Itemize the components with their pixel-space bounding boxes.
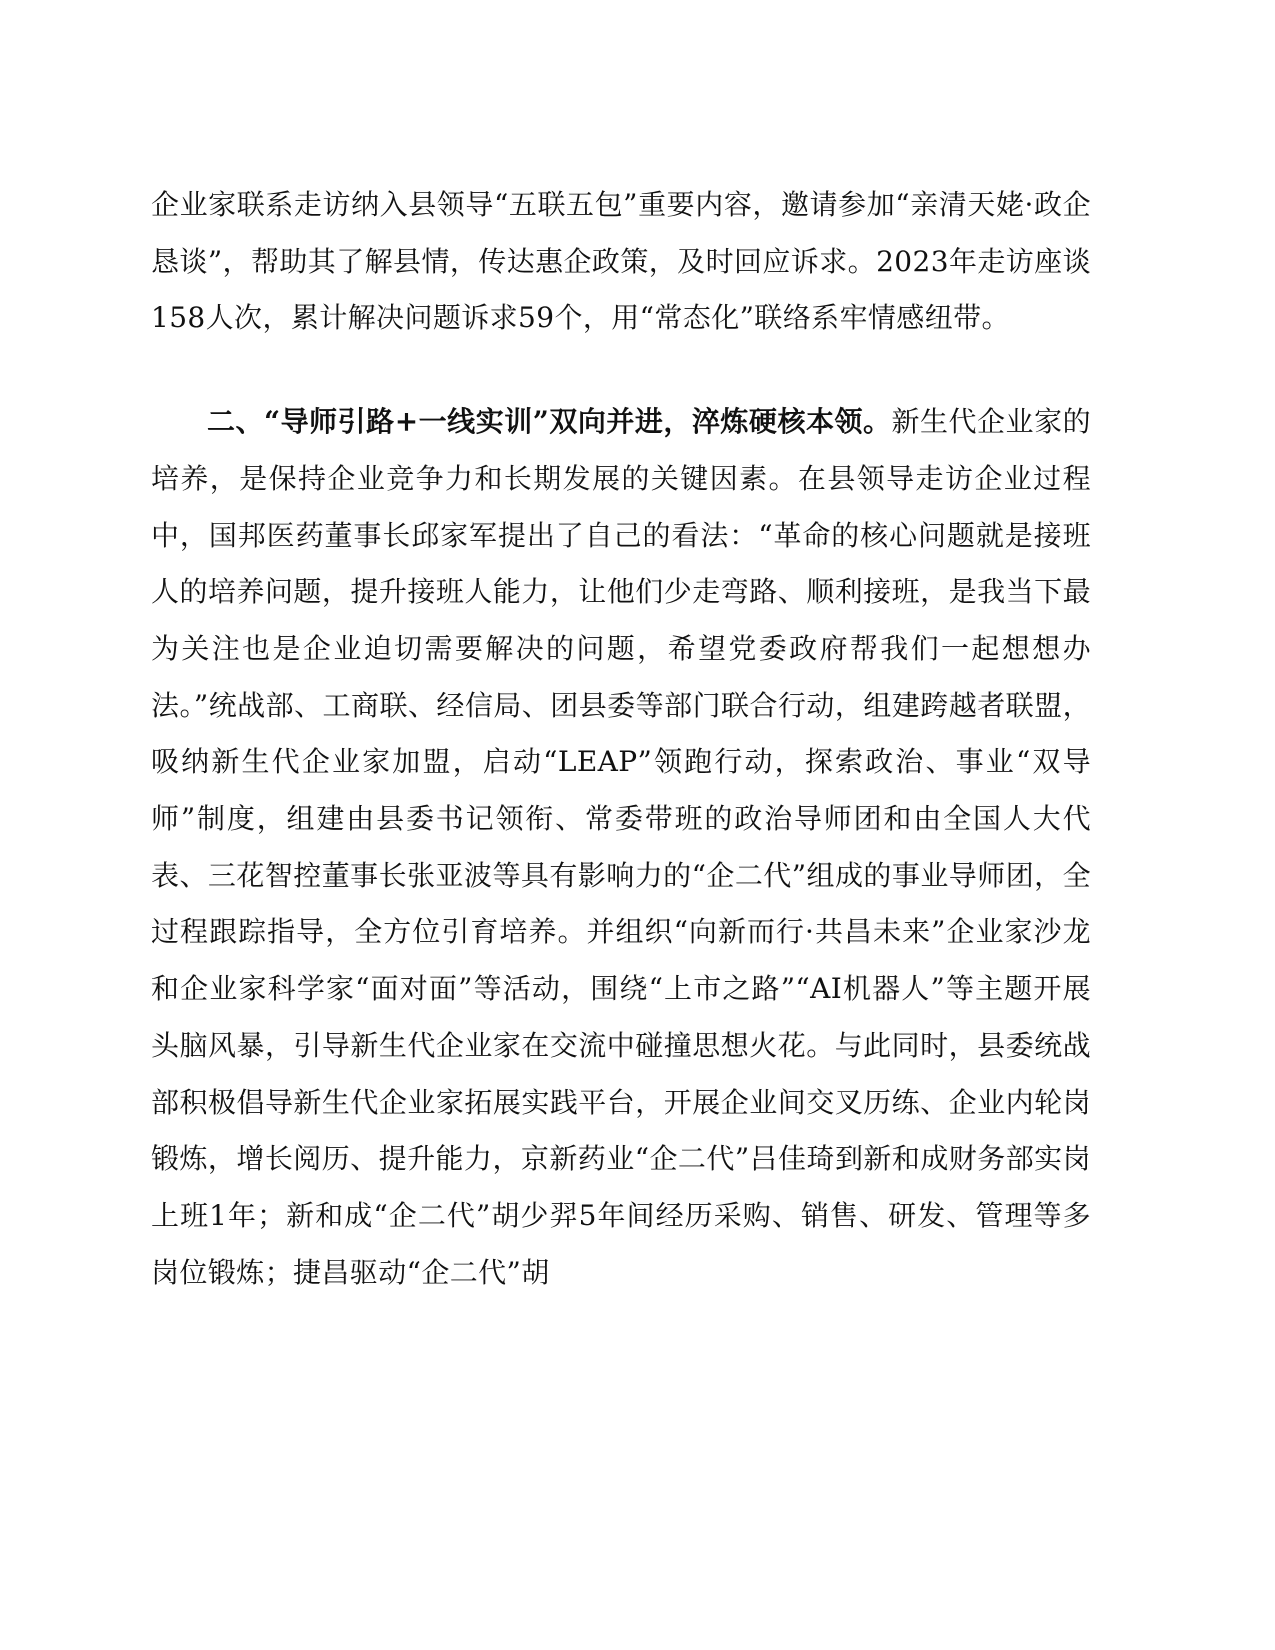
paragraph-text: 新生代企业家的培养，是保持企业竞争力和长期发展的关键因素。在县领导走访企业过程中，国邦医药董事长邱家军提出了自己的看法：“革命的核心问题就是接班人的培养问题，提升接班人能力，让他们少走弯路、顺利接班，是我当下最为关注也是企业迫切需要解决的问题，希望党委政府帮我们一起想想办法。”统战部、工商联、经信局、团县委等部门联合行动，组建跨越者联盟，吸纳新生代企业家加盟，启动“LEAP”领跑行动，探索政治、事业“双导师”制度，组建由县委书记领衔、常委带班的政治导师团和由全国人大代表、三花智控董事长张亚波等具有影响力的“企二代”组成的事业导师团，全过程跟踪指导，全方位引育培养。并组织“向新而行·共昌未来”企业家沙龙和企业家科学家“面对面”等活动，围绕“上市之路”“AI机器人”等主题开展头脑风暴，引导新生代企业家在交流中碰撞思想火花。与此同时，县委统战部积极倡导新生代企业家拓展实践平台，开展企业间交叉历练、企业内轮岗锻炼，增长阅历、提升能力，京新药业“企二代”吕佳琦到新和成财务部实岗上班1年；新和成“企二代”胡少羿5年间经历采购、销售、研发、管理等多岗位锻炼；捷昌驱动“企二代”胡 [151, 405, 1091, 1289]
paragraph-continuation [151, 177, 1091, 347]
paragraph-section-two [151, 394, 1091, 1301]
paragraph-text: 企业家联系走访纳入县领导“五联五包”重要内容，邀请参加“亲清天姥·政企恳谈”，帮助其了解县情，传达惠企政策，及时回应诉求。2023年走访座谈158人次，累计解决问题诉求59个，用“常态化”联络系牢情感纽带。 [151, 188, 1091, 335]
document-body [151, 177, 1091, 1301]
section-heading: 二、“导师引路+一线实训”双向并进，淬炼硬核本领。 [207, 405, 892, 439]
